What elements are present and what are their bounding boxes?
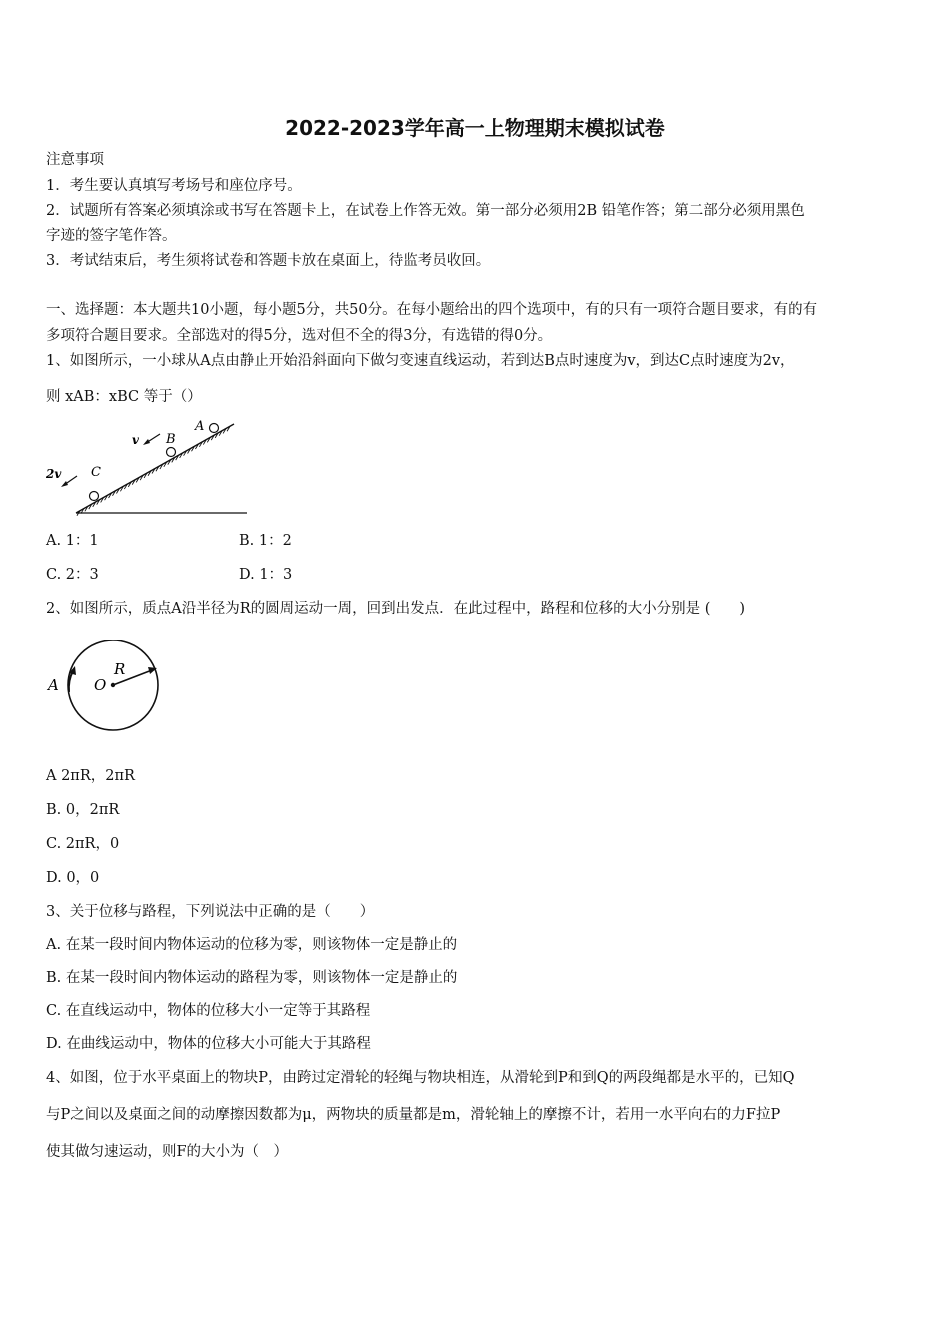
ball-c — [90, 492, 99, 501]
q1-option-b[interactable]: B. 1：2 — [239, 533, 292, 549]
q1-stem-line1: 1、如图所示，一小球从A点由静止开始沿斜面向下做匀变速直线运动，若到达B点时速度为v，到达C点时速度为2v， — [46, 353, 795, 369]
label-o: O — [94, 676, 107, 694]
ball-a — [210, 424, 219, 433]
q2-option-d[interactable]: D. 0，0 — [46, 870, 100, 886]
label-c: C — [91, 465, 101, 480]
q2-option-b[interactable]: B. 0，2πR — [46, 802, 120, 818]
q2-option-c[interactable]: C. 2πR，0 — [46, 836, 120, 852]
section-heading-line1: 一、选择题：本大题共10小题，每小题5分，共50分。在每小题给出的四个选项中，有的只有一项符合题目要求，有的有 — [46, 302, 818, 318]
q2-circle-figure — [44, 640, 166, 732]
q3-option-a[interactable]: A. 在某一段时间内物体运动的位移为零，则该物体一定是静止的 — [46, 937, 458, 953]
label-v: v — [132, 433, 139, 447]
ball-b — [167, 448, 176, 457]
velocity-arrowhead-c — [61, 481, 68, 487]
label-r: R — [114, 660, 126, 678]
label-a: A — [195, 419, 205, 434]
label-a: A — [48, 676, 59, 694]
notice-item-2-cont: 字迹的签字笔作答。 — [46, 228, 177, 244]
q4-stem-line3: 使其做匀速运动，则F的大小为（ ） — [46, 1144, 289, 1160]
q4-stem-line1: 4、如图，位于水平桌面上的物块P，由跨过定滑轮的轻绳与物块相连，从滑轮到P和到Q的两段绳都是水平的，已知Q — [46, 1070, 795, 1086]
q1-incline-figure — [44, 414, 249, 518]
label-2v: 2v — [46, 467, 62, 481]
label-b: B — [166, 432, 176, 447]
section-heading-line2: 多项符合题目要求。全部选对的得5分，选对但不全的得3分，有选错的得0分。 — [46, 328, 553, 344]
q3-option-d[interactable]: D. 在曲线运动中，物体的位移大小可能大于其路程 — [46, 1036, 371, 1052]
q3-stem: 3、关于位移与路程，下列说法中正确的是（ ） — [46, 904, 375, 920]
q1-stem-line2: 则 xAB：xBC 等于（） — [46, 389, 202, 405]
q2-stem: 2、如图所示，质点A沿半径为R的圆周运动一周，回到出发点．在此过程中，路程和位移的大小分别是 ( ) — [46, 601, 746, 617]
notice-item-1: 1．考生要认真填写考场号和座位序号。 — [46, 178, 302, 194]
q4-stem-line2: 与P之间以及桌面之间的动摩擦因数都为μ，两物块的质量都是m，滑轮轴上的摩擦不计，若用一水平向右的力F拉P — [46, 1107, 781, 1123]
q3-option-c[interactable]: C. 在直线运动中，物体的位移大小一定等于其路程 — [46, 1003, 371, 1019]
notice-item-3: 3．考试结束后，考生须将试卷和答题卡放在桌面上，待监考员收回。 — [46, 253, 491, 269]
q3-option-b[interactable]: B. 在某一段时间内物体运动的路程为零，则该物体一定是静止的 — [46, 970, 458, 986]
q1-option-d[interactable]: D. 1：3 — [239, 567, 293, 583]
q2-option-a[interactable]: A 2πR，2πR — [46, 768, 135, 784]
q1-option-a[interactable]: A. 1：1 — [46, 533, 99, 549]
notice-heading: 注意事项 — [46, 152, 104, 168]
q1-option-c[interactable]: C. 2：3 — [46, 567, 99, 583]
velocity-arrowhead-b — [143, 439, 150, 445]
notice-item-2: 2．试题所有答案必须填涂或书写在答题卡上，在试卷上作答无效。第一部分必须用2B 铅笔作答；第二部分必须用黑色 — [46, 203, 805, 219]
page-title: 2022-2023学年高一上物理期末模拟试卷 — [285, 116, 665, 140]
